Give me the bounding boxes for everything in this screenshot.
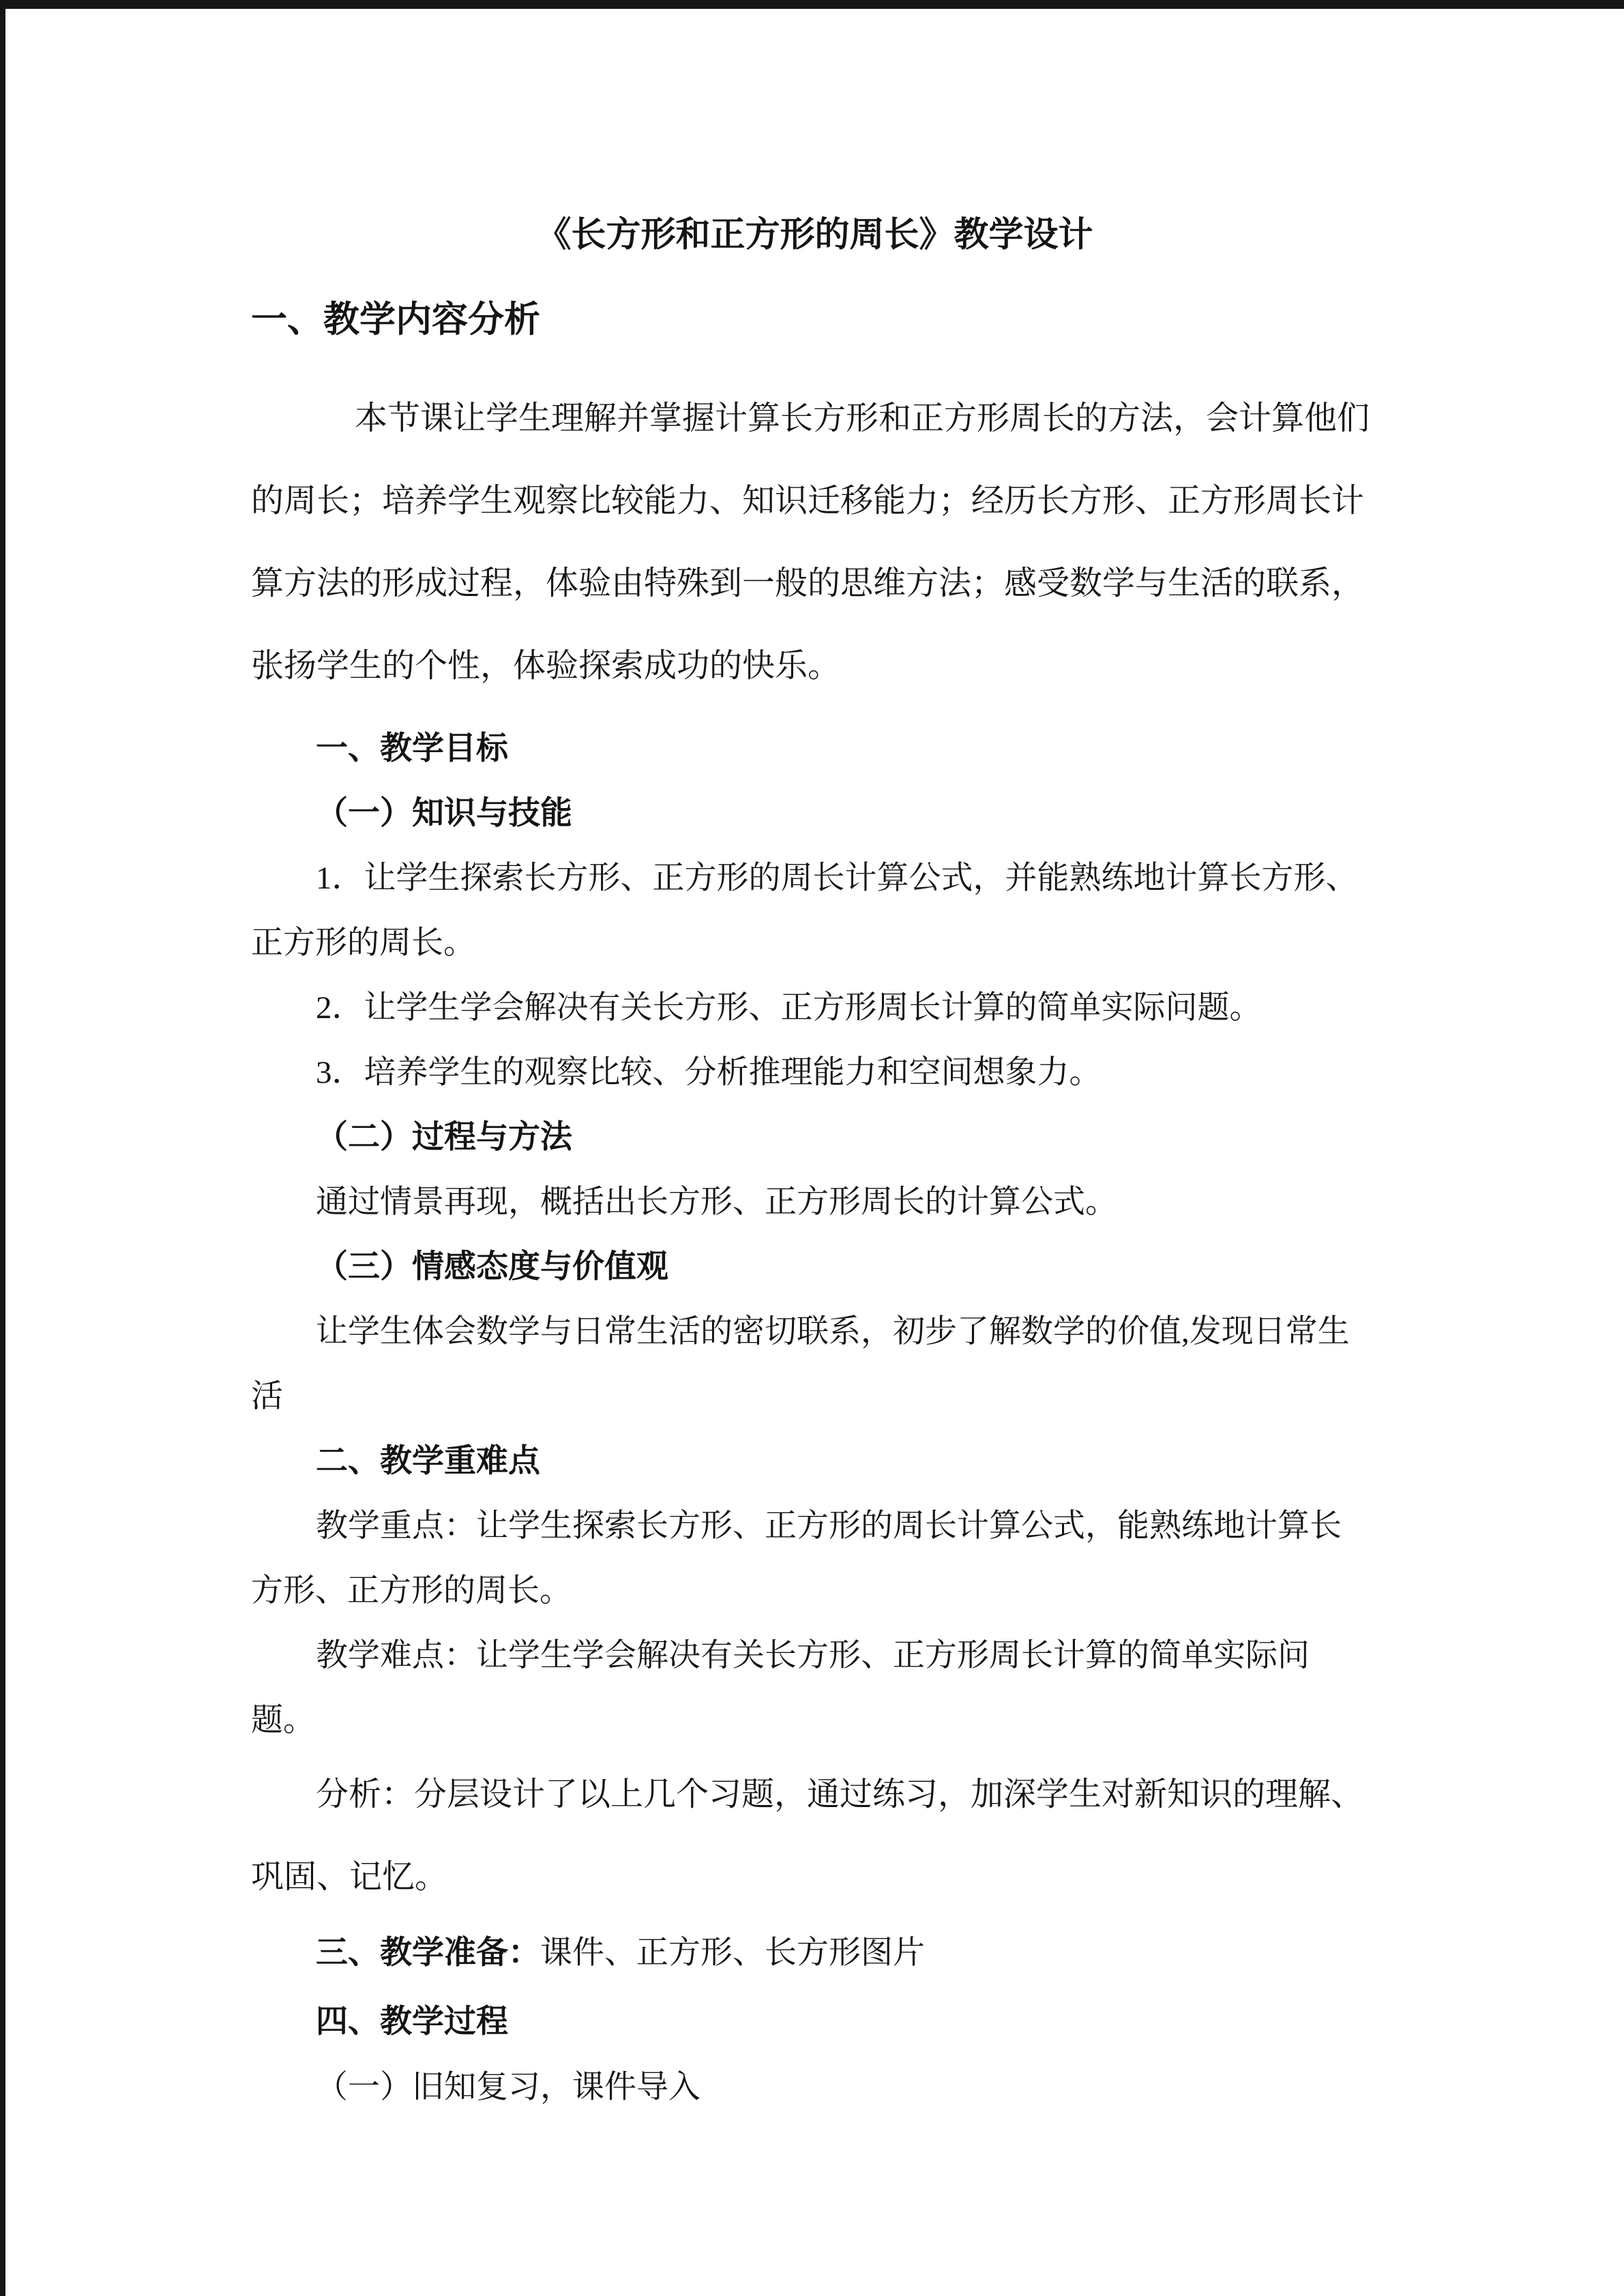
emotion-text-line: 让学生体会数学与日常生活的密切联系，初步了解数学的价值,发现日常生 — [316, 1314, 1350, 1350]
analysis-note-line — [251, 1753, 1522, 1836]
analysis-note-prefix: 分析： — [316, 1776, 415, 1813]
subsection-heading-knowledge: （一）知识与技能 — [316, 796, 572, 831]
emotion-text-continuation: 活 — [251, 1379, 283, 1414]
section-heading-key-difficult: 二、教学重难点 — [316, 1444, 540, 1479]
objective-item: 2．让学生学会解决有关长方形、正方形周长计算的简单实际问题。 — [316, 990, 1262, 1026]
subsection-heading-emotion: （三）情感态度与价值观 — [316, 1249, 668, 1285]
section-heading-process-section — [251, 1987, 1522, 2055]
process-method-text: 通过情景再现，概括出长方形、正方形周长的计算公式。 — [316, 1184, 1117, 1220]
doc-body — [5, 295, 1624, 2120]
key-point-line: 教学重点：让学生探索长方形、正方形的周长计算公式，能熟练地计算长 — [316, 1508, 1342, 1544]
analysis-paragraph-line: 本节课让学生理解并掌握计算长方形和正方形周长的方法，会计算他们 — [355, 400, 1370, 436]
subsection-heading-process: （二）过程与方法 — [316, 1120, 572, 1155]
objective-item: 1．让学生探索长方形、正方形的周长计算公式，并能熟练地计算长方形、 — [316, 861, 1358, 896]
section-heading-objectives: 一、教学目标 — [316, 731, 508, 766]
section-heading-analysis: 一、教学内容分析 — [251, 299, 540, 340]
difficult-point-line: 教学难点：让学生学会解决有关长方形、正方形周长计算的简单实际问 — [316, 1638, 1310, 1673]
doc-title: 《长方形和正方形的周长》教学设计 — [536, 216, 1093, 254]
key-point-continuation: 方形、正方形的周长。 — [251, 1573, 572, 1609]
analysis-paragraph-line: 张扬学生的个性，体验探索成功的快乐。 — [251, 648, 841, 684]
process-step: （一）旧知复习，课件导入 — [316, 2070, 700, 2105]
section-heading-preparation — [251, 1918, 1522, 1987]
process-section-heading: 四、教学过程 — [316, 2003, 508, 2039]
objective-item: 3．培养学生的观察比较、分析推理能力和空间想象力。 — [316, 1055, 1102, 1090]
preparation-heading: 三、教学准备： — [316, 1934, 540, 1970]
objective-item-continuation: 正方形的周长。 — [251, 925, 475, 961]
preparation-items: 课件、正方形、长方形图片 — [540, 1935, 925, 1971]
document-page — [5, 9, 1624, 2296]
difficult-point-continuation: 题。 — [251, 1703, 315, 1738]
analysis-note-continuation: 巩固、记忆。 — [251, 1859, 448, 1895]
analysis-note-text: 分层设计了以上几个习题，通过练习，加深学生对新知识的理解、 — [414, 1776, 1364, 1813]
analysis-paragraph-line: 算方法的形成过程，体验由特殊到一般的思维方法；感受数学与生活的联系， — [251, 565, 1365, 601]
analysis-paragraph-line: 的周长；培养学生观察比较能力、知识迁移能力；经历长方形、正方形周长计 — [251, 483, 1365, 519]
